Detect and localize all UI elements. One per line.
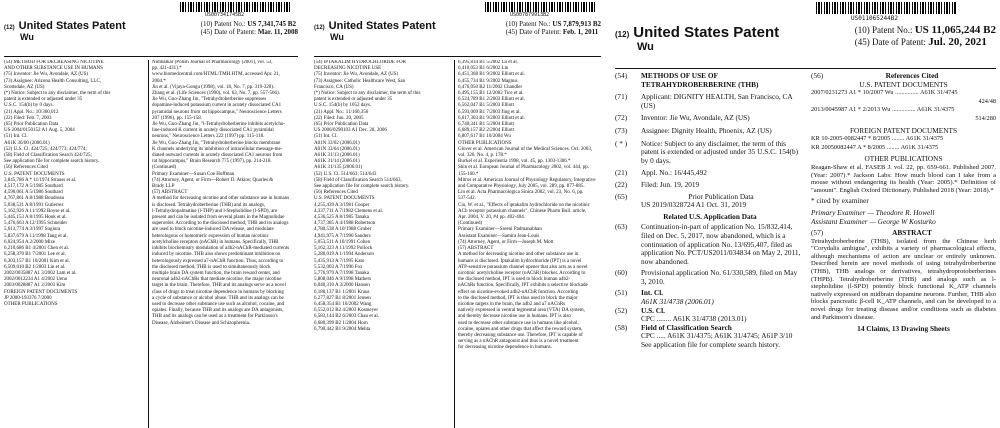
assignee: Assignee: Dignity Health, Phoenix, AZ (US) [641,125,772,135]
field-code: (21) [615,168,628,178]
text-line: FOREIGN PATENT DOCUMENTS [4,289,78,295]
reference-row: 514/280 [975,114,996,122]
patent-no-label: (10) Patent No.: [854,25,913,35]
section-title: OTHER PUBLICATIONS [864,154,943,164]
text-line: 6,680,399 B2 1/2004 Horn [314,320,368,326]
text-line: is disclosed. Tetrahydroberberine (THB) and its analogs, [152,202,266,208]
text-line: multiple brain DA system function, the brain reward center, and [152,270,280,276]
text-line: A61K 31/13 (2006.01) [314,153,360,159]
search-note: See application file for complete search history. [641,340,781,350]
text-line: K channels underlying its inhibition of intracellular message-me- [152,146,283,152]
text-line: Ciu, W. et al., "Effects of iptakalim hydrochloride on the nicotinic [458,202,590,208]
text-line: (22) Filed: Jun. 20, 2005 [314,115,364,121]
text-line: A61K 31/14 (2006.01) [314,159,360,165]
kind-code: (12) [615,30,630,39]
text-line: induced by nicotine. THB also shows predominant inhibition on [152,252,281,258]
text-line: cocaine, opiates and other drugs that affect the reward system, [458,326,583,332]
barcode-number: US011065244B2 [851,15,898,22]
text-line: thereby decreasing substance use. Therefore, IPT is capable of [458,332,583,338]
text-line: patent is extended or adjusted under 35 [4,97,83,103]
inventor-short: Wu [637,41,654,53]
text-line: See application file for complete search history. [4,159,100,165]
us-cl: CPC ........ A61K 31/4738 (2013.01) [641,314,747,324]
text-line: 5,808,046 A 9/1998 Mathers [314,277,372,283]
text-line: (56) References Cited [314,190,358,196]
text-line: (21) Appl. No.: 11/160,356 [314,109,369,115]
barcode [485,2,595,12]
barcode [180,2,290,12]
text-line: Jie Wu, Guo-Zhang Jin, "Tetrahydroberberine suppresses [152,97,267,103]
section-title: Int. Cl. [641,288,664,298]
text-line: (*) Notice: Subject to any disclaimer, the term of this [314,91,421,97]
text-line: natively expressed in ventral tegmental area (VTA) DA system, [458,308,585,314]
text-line: 5,435,913 A 7/1995 Kato [314,258,365,264]
patent-page-1 [0,0,302,428]
header-rule [314,56,601,57]
text-line: OTHER PUBLICATIONS [4,301,58,307]
text-line: (Continued) [152,165,177,171]
text-line: (54) IPTAKALIM HYDROCHLORIDE FOR [314,60,406,65]
text-line: 6,562,047 B1 5/2003 Elliott [458,103,514,109]
patent-page-3 [611,0,1000,428]
patent-number: US 7,341,745 B2 [247,20,296,28]
cited-note: * cited by examiner [811,196,869,206]
text-line: 5,613,774 A 3/1997 Sugiura [4,227,61,233]
barcode [816,2,956,14]
text-line: 5,532,003 A 7/1996 Fox [314,264,363,270]
barcode-number: US007879913B2 [510,12,550,18]
int-cl: A61K 31/4738 (2006.01) [641,297,714,307]
text-line: 6,524,789 B1 2/2003 Elliott et al. [458,97,525,103]
section-title: ABSTRACT [892,228,932,238]
text-line: 5,476,663 A 12/1995 Schneider [4,221,68,227]
text-line: Jie Wu, Guo-Zhang Jin, "l-Tetrahydroberberine inhibits acetylcho- [152,122,286,128]
section-title: References Cited [885,72,939,80]
text-line: 6,210,686 B1 4/2001 Chen et al. [4,246,69,252]
patent-page-2 [310,0,605,428]
field-code: (57) [811,228,824,238]
text-line: used to decrease other substance use such as alcohol, cocaine, and [152,301,285,307]
kind-code: (12) [4,25,15,31]
text-line: effect on nicotine-evoked a4b2-nAChR function. According [458,289,579,295]
text-line: pp. 421-431).* [152,66,182,72]
filed-date: Filed: Jun. 19, 2019 [641,179,700,189]
claims-count: 14 Claims, 13 Drawing Sheets [857,324,950,334]
text-line: THB and its analogs can be used as a treatment for Parkinson's [152,314,278,320]
text-line: A61K 31/135 (2006.01) [314,165,363,171]
text-line: neurons," Neuroscience Letters 222 (1997) pp. 115-118. [152,134,265,140]
reference-row: 2013/0045987 A1 * 2/2013 Wu ............... A61K 31/4375 [811,106,955,114]
text-line: line-induced K current in acutely dissociated CA1 pyramidal [152,128,274,134]
text-line: Primary Examiner—Sreeni Padmanabhan [458,227,542,233]
search-field: CPC ..... A61K 31/4375; A61K 31/4745; A61P 3/10 [641,331,793,341]
text-line: patent is extended or adjusted under 35 [314,97,393,103]
text-line: (52) U.S. Cl. 424/725; 424/773; 424/774; [4,146,87,152]
text-line: 6,458,354 B1 10/2002 Wang [314,301,372,307]
field-code: (52) [615,305,628,315]
patent-date: Feb. 1, 2011 [562,28,599,36]
text-line: rat hippocampus," Brain Research 775 (1997), pp. 214-218. [152,159,272,165]
text-line: US 2004/0150152 A1 Aug. 5, 2004 [4,128,75,134]
field-code: (22) [615,179,628,189]
text-line: 2002/0035887 A1 3/2002 Lam et al. [4,270,77,276]
abstract: Tetrahydroberberine (THB), isolated from the Chinese herb "Corydalis ambigua", exhibits a variety of pharmacological effects, although mechanisms of action are unclear or entirely unknown. Described herein are novel methods of using tetrahydroberberine (THB), THB analogs or derivatives, tetrahydroprotoberberines (THPB). Tetrahydroberberine (THB) and analogs such as l-stepholidine (l-SPD) potently block functional K_ATP channels natively expressed on midbrain dopamine neurons. Further, THB also blocks pancreatic β-cell K_ATP channels, and can be developed to a novel drugs for treating disease and/or conditions such as diabetes and Parkinson's disease. [811,237,996,321]
text-line: Francisco, CA (US) [314,84,354,90]
text-line: (74) Attorney, Agent, or Firm—Joseph M. Mott [458,239,554,245]
text-line: Glover et al. American Journal of the Medical Sciences. Oct. 2003, [458,146,593,152]
patent-date: Mar. 11, 2008 [257,28,298,36]
left-column [314,60,450,428]
field-code: (51) [615,288,628,298]
applicant: Applicant: DIGNITY HEALTH, San Francisco, CA (US) [641,92,793,110]
patent-title: United States Patent [328,20,436,32]
section-title: Field of Classification Search [641,322,732,332]
column-divider [148,60,149,428]
text-line: class of drugs to treat nicotine dependence in humans by blocking [152,289,284,295]
text-line: A61K 36/00 (2006.01) [4,140,50,146]
text-line: 6,476,050 B2 11/2002 Chandler [458,84,523,90]
text-line: 2003/0028887 A1 2/2003 Kim [4,283,66,289]
field-code: (72) [615,113,628,123]
text-line: A01N 33/04 (2006.01) [314,146,360,152]
text-line: opiates. Finally, because THB and its analogs are DA antagonists, [152,308,284,314]
text-line: (21) Appl. No.: 10/360,012 [4,109,59,115]
text-line: acetylcholine receptors (nAChR) in humans. Specifically, THB [152,239,279,245]
text-line: DECREASING NICOTINE USE [314,66,382,72]
text-line: ATP-sensitive potassium channel opener that also acts as a novel [458,264,588,270]
text-line: nAChRs function. Specifically, IPT exhibits a selective blockade [458,283,588,289]
text-line: and thereby decrease nicotine use in humans. IPT is also [458,314,571,320]
text-line: 5,776,979 A 7/1998 Tanaka [314,270,369,276]
text-line: and Comparative Physiology, July 2005, vol. 289, pp. 877-885. [458,184,585,190]
text-line: 6,455,734 B1 9/2002 Magnus [458,78,518,84]
text-line: 4,941,975 A 7/1990 Sanders [314,233,371,239]
text-line: (54) METHOD FOR DECREASING NICOTINE [4,60,104,65]
section-title: U.S. PATENT DOCUMENTS [859,79,948,89]
text-line: diated outward currents in acutely dissociated CA1 neurons from [152,153,283,159]
text-line: 5,445,153 A 8/1995 Hook et al. [4,215,67,221]
right-column [152,60,298,428]
text-line: (56) References Cited [4,165,48,171]
text-line: present and can be isolated from several plants in the Magnoliidae [152,215,285,221]
left-column [615,72,805,428]
text-line: humans is disclosed. Iptakalim hydrochloride (IPT) is a novel [458,258,582,264]
section-title: Related U.S. Application Data [663,211,757,221]
text-line: (57) ABSTRACT [458,246,494,252]
provisional: Provisional application No. 61/330,589, filed on May 3, 2010. [641,268,798,286]
text-line: 4,737,385 A 4/1988 Robertson [314,221,376,227]
text-line: (73) Assignee: Catholic Healthcare West, San [314,78,406,84]
field-code: (60) [615,268,628,278]
text-line: Primary Examiner—Susan Coe Hoffman [152,171,235,177]
text-line: the disclosed method, IPT is used to block human a4b2- [458,277,571,283]
text-line: Nimbalkar (Polish Journal of Pharmacology (2001), vol. 53, [152,60,273,65]
column-divider [454,60,455,428]
field-code: (54) [615,72,628,80]
text-line: 5,162,926 A 11/1992 Boyse et al. [4,208,71,214]
patent-number: US 11,065,244 B2 [914,24,996,36]
inventor-short: Wu [20,32,34,42]
text-line: 4,780,538 A 10/1988 Gruber [314,227,372,233]
text-line: Lin et al. Acta Pharmacologica Sinica 2002, vol. 23, No. 6, pp. [458,190,584,196]
field-code: (63) [615,222,628,232]
assistant-examiner: Assistant Examiner — George W Kosturko [811,216,936,226]
text-line: 537-542. [458,196,476,202]
reference-row: KR 20050082447 A * 8/2005 ........ A61K 31/4375 [811,143,939,151]
text-line: (*) Notice: Subject to any disclaimer, the term of this [4,91,111,97]
reference-row: 2007/0231273 A1 * 10/2007 Wu ............... A61K 31/4745 [811,89,958,97]
text-line: 207 (1996), pp. 155-158. [152,115,202,121]
text-line: Assistant Examiner—Samira Jean-Louis [458,233,540,239]
text-line: A method for decreasing nicotine and other substance use in humans [152,196,290,202]
barcode-number: US007341745B2 [205,12,245,18]
text-line: a cycle of substance or alcohol abuse. THB and its analogs can be [152,295,284,301]
text-line: superorder. According to the disclosed method, THB and its analogs [152,221,289,227]
text-line: See application file for complete search history. [314,184,410,190]
text-line: Jie Wu, Guo-Zhang Jin, "Tetrahydroberberine blocks membrane [152,140,281,146]
text-line: U.S.C. 154(b) by 0 days. [4,103,54,109]
invention-title: METHODS OF USE OF TETRAHYDROBERBERINE (THB) [641,72,759,89]
patent-number: US 7,879,913 B2 [552,20,601,28]
field-code: (65) [615,191,628,201]
text-line: 2002/0012234 A1 4/2002 Ueno [4,277,68,283]
text-line: 5,053,511 A 10/1991 Cohen [314,239,371,245]
text-line: (65) Prior Publication Data [4,122,59,128]
text-line: 6,277,827 B1 8/2001 Jensen [314,295,371,301]
text-line: neuronal a4b2-nAChRs that mediate nicotine, the major nicotine [152,277,282,283]
section-title: FOREIGN PATENT DOCUMENTS [849,125,958,135]
text-line: used to decrease other substance use in humans like alcohol, [458,320,579,326]
field-code: (73) [615,125,628,135]
other-publications: Reagan-Shaw et al. FASEB J. vol. 22, pp. 659-661. Published 2007. (Year: 2007).* Jackson Labs: How much blood can I take from a mouse without endangering its health (Year: 2005).* Definition of "amount". English Oxford Dictionary. Published 2018 (Year: 2018).* [811,163,996,194]
text-line: U.S. PATENT DOCUMENTS [4,171,65,177]
continuation: Continuation-in-part of application No. 15/832,414, filed on Dec. 5, 2017, now abandoned, which is a continuation of application No. 13/695,407, filed as application No. PCT/US2011/034834 on May 2, 2011, now abandoned. [641,222,801,266]
text-line: 5,038,531 A 8/1991 Gutierrez [4,202,64,208]
reference-row: 424/48 [978,97,996,105]
text-line: for decreasing nicotine dependence in humans. [458,345,552,351]
text-line: (22) Filed: Feb. 7, 2003 [4,115,52,121]
text-line: 6,689,157 B2 2/2004 Elliott [458,128,514,134]
text-line: 6,395,834 B1 5/2002 Lu et al. [458,60,518,65]
header-rule [4,56,298,57]
text-line: 6,451,368 B1 9/2002 Elliott et al. [458,72,525,78]
text-line: (Continued) [458,221,483,227]
text-line: (51) Int. Cl. [4,134,28,140]
text-line: 4,255,439 A 3/1981 Cooper [314,202,370,208]
text-line: 6,807,617 B1 10/2004 Wu [458,134,511,140]
section-title: Prior Publication Data [688,191,754,201]
text-line: Scottsdale, AZ (US) [4,84,45,90]
text-line: OTHER PUBLICATIONS [458,140,512,146]
text-line: are used to block nicotine-induced DA release, and modulate [152,227,274,233]
text-line: 4,767,861 A 8/1988 Boudreau [4,196,65,202]
right-column [458,60,601,428]
text-line: Buckel et al. Experientia 1998, vol. 45, pp. 1303-1306.* [458,159,571,165]
text-line: (75) Inventor: Jie Wu, Avondale, AZ (US) [4,72,89,78]
text-line: Brady LLP [152,184,175,190]
text-line: www.biomedcentral.com/HTML/TMH.HTM, accessed Apr. 21, [152,72,280,78]
text-line: serving as a nAChR antagonist and thus is a novel treatment [458,339,579,345]
patent-no-label: (10) Patent No.: [200,20,246,28]
text-line: 4,337,711 A 7/1982 Clemens et al. [314,208,383,214]
text-line: 4,517,172 A 5/1985 Southard [4,184,63,190]
text-line: 6,617,303 B1 9/2003 Elliott et al. [458,115,525,121]
left-column [4,60,144,428]
text-line: 6,740,341 B1 5/2004 Elliott [458,122,514,128]
text-line: U.S.C. 154(b) by 1052 days. [314,103,372,109]
text-line: US 2006/0290103 A1 Dec. 28, 2006 [314,128,387,134]
text-line: (51) Int. Cl. [314,134,338,140]
text-line: 155-160.* [458,171,479,177]
text-line: Apr. 2004, V. 20, #4 pp. 402-404. [458,215,526,221]
text-line: heterologously expressed a7-nAChR function. Thus, according to [152,258,284,264]
text-line: the disclosed method, THB is used to simultaneously block [152,264,271,270]
reference-row: KR 10-2005-0082447 * 8/2005 ........ A61K 31/4375 [811,135,944,143]
right-column [811,72,996,428]
text-line: 3,845,786 A * 11/1974 Strauss et al. [4,177,77,183]
text-line: Jin et al. (Vijaya-Gongu (1998), vol. 18, No. 7, pp. 319-320). [152,84,275,90]
inventor-short: Wu [330,32,344,42]
text-line: 6,303,157 B1 10/2001 Kim et al. [4,258,70,264]
field-code: (71) [615,92,628,102]
section-title: U.S. Cl. [641,305,665,315]
text-line: 5,837,679 A 11/1998 Tang et al. [4,233,68,239]
text-line: 6,040,310 A 3/2000 Hansen [314,283,370,289]
text-line: 5,162,323 A 11/1992 Pollock [314,246,373,252]
text-line: pyramidal neurons from rat hippocampus," Neuroscience Letters [152,109,282,115]
text-line: 6,024,954 A 2/2000 Mize [4,239,55,245]
text-line: Disease, Alzheimer's Disease and Schizophrenia. [152,320,251,326]
primary-examiner: Primary Examiner — Theodore R. Howell [811,207,935,217]
text-line: (75) Inventor: Jie Wu, Avondale, AZ (US) [314,72,399,78]
text-line: 6,583,144 B2 6/2003 Chau et al. [314,314,379,320]
text-line: vol. 326, No. 4, p. 178.* [458,153,507,159]
patent-title: United States Patent [18,20,126,32]
text-line: Shin et al. European Journal of Pharmacology 2002, vol. 444, pp. [458,165,589,171]
kind-code: (12) [314,25,325,31]
text-line: nicotine targets in the brain, the a4b2 and a7 nAChRs [458,301,566,307]
text-line: AND OTHER SUBSTANCE USE IN HUMANS [4,66,103,72]
appl-no: Appl. No.: 16/445,492 [641,168,707,178]
text-line: (58) Field of Classification Search 514/663, [314,177,402,183]
field-code: (56) [811,72,824,80]
text-line: inhibits biochemistry modulation of a4b2-nAChR-mediated currents [152,246,290,252]
text-line: 2004.* [152,78,166,84]
text-line: (65) Prior Publication Data [314,122,369,128]
text-line: 6,593,069 B1 7/2003 Jing et al. [458,109,521,115]
text-line: 6,509,010 B2 1/2003 Lin et al. [4,264,66,270]
patent-title: United States Patent [633,24,780,41]
field-code: (58) [615,322,628,332]
text-line: to the disclosed method, IPT is thus used to block the major [458,295,578,301]
text-line: 6,790,442 B1 9/2004 Mehta [314,326,371,332]
text-line: 5,280,019 A 1/1994 Anderson [314,252,374,258]
text-line: 6,180,137 B1 1/2001 Kraus [314,289,370,295]
patent-date: Jul. 20, 2021 [928,36,987,48]
text-line: 6,495,155 B1 12/2002 Tice et al. [458,91,524,97]
text-line: 4,536,525 A 8/1985 Tanaka [314,215,369,221]
text-line: (73) Assignee: Arizona Health Consulting, LLC, [4,78,102,84]
text-line: nicotinic acetylcholine receptor (nAChR) blocker. According to [458,270,586,276]
text-line: 4,590,061 A 5/1986 Southard [4,190,63,196]
text-line: A method for decreasing nicotine and other substance use in [458,252,579,258]
text-line: (52) U.S. Cl. 514/663; 514/643 [314,171,377,177]
date-label: (45) Date of Patent: [505,28,562,36]
text-line: Zhang et al. (Life Sciences (1990), vol. 63, No. 7, pp. 557-566). [152,91,280,97]
header-rule [615,68,996,69]
text-line: l-Tetrahydropalmatine (l-THP) and l-Stepholidine (l-SPD), are [152,208,278,214]
field-code: ( * ) [615,138,628,148]
date-label: (45) Date of Patent: [854,37,926,47]
text-line: (74) Attorney, Agent, or Firm—Robert D. Atkins; Quarles & [152,177,274,183]
text-line: target in the brain. Therefore, THB and its analogs serve as a novel [152,283,286,289]
patent-no-label: (10) Patent No.: [505,20,551,28]
text-line: 6,552,012 B2 4/2003 Kosmeyer [314,308,379,314]
notice: Notice: Subject to any disclaimer, the term of this patent is extended or adjusted under 35 U.S.C. 154(b) by 0 days. [641,138,799,165]
text-line: dopamine-induced potassium current in acutely dissociated CA1 [152,103,282,109]
text-line: 6,258,370 B1 7/2001 Lee et al. [4,252,66,258]
prior-publication: US 2019/0328724 A1 Oct. 31, 2019 [641,200,747,210]
text-line: Mitros et al. American Journal of Physiology Regulatory, Integrative [458,177,596,183]
inventor: Inventor: Jie Wu, Avondale, AZ (US) [641,113,750,123]
text-line: 6,410,053 B1 6/2002 Lin [458,66,509,72]
text-line: ACh receptor potassium channels", Chinese Pharm Bull. article, [458,208,587,214]
date-label: (45) Date of Patent: [200,28,257,36]
text-line: U.S. PATENT DOCUMENTS [314,196,375,202]
text-line: (58) Field of Classification Search 424/725; [4,153,92,159]
text-line: heterologous or homomeric expression of human nicotinic [152,233,269,239]
text-line: (57) ABSTRACT [152,190,188,196]
text-line: JP 2000-193376 7/2000 [4,295,52,301]
text-line: A01N 33/02 (2006.01) [314,140,360,146]
